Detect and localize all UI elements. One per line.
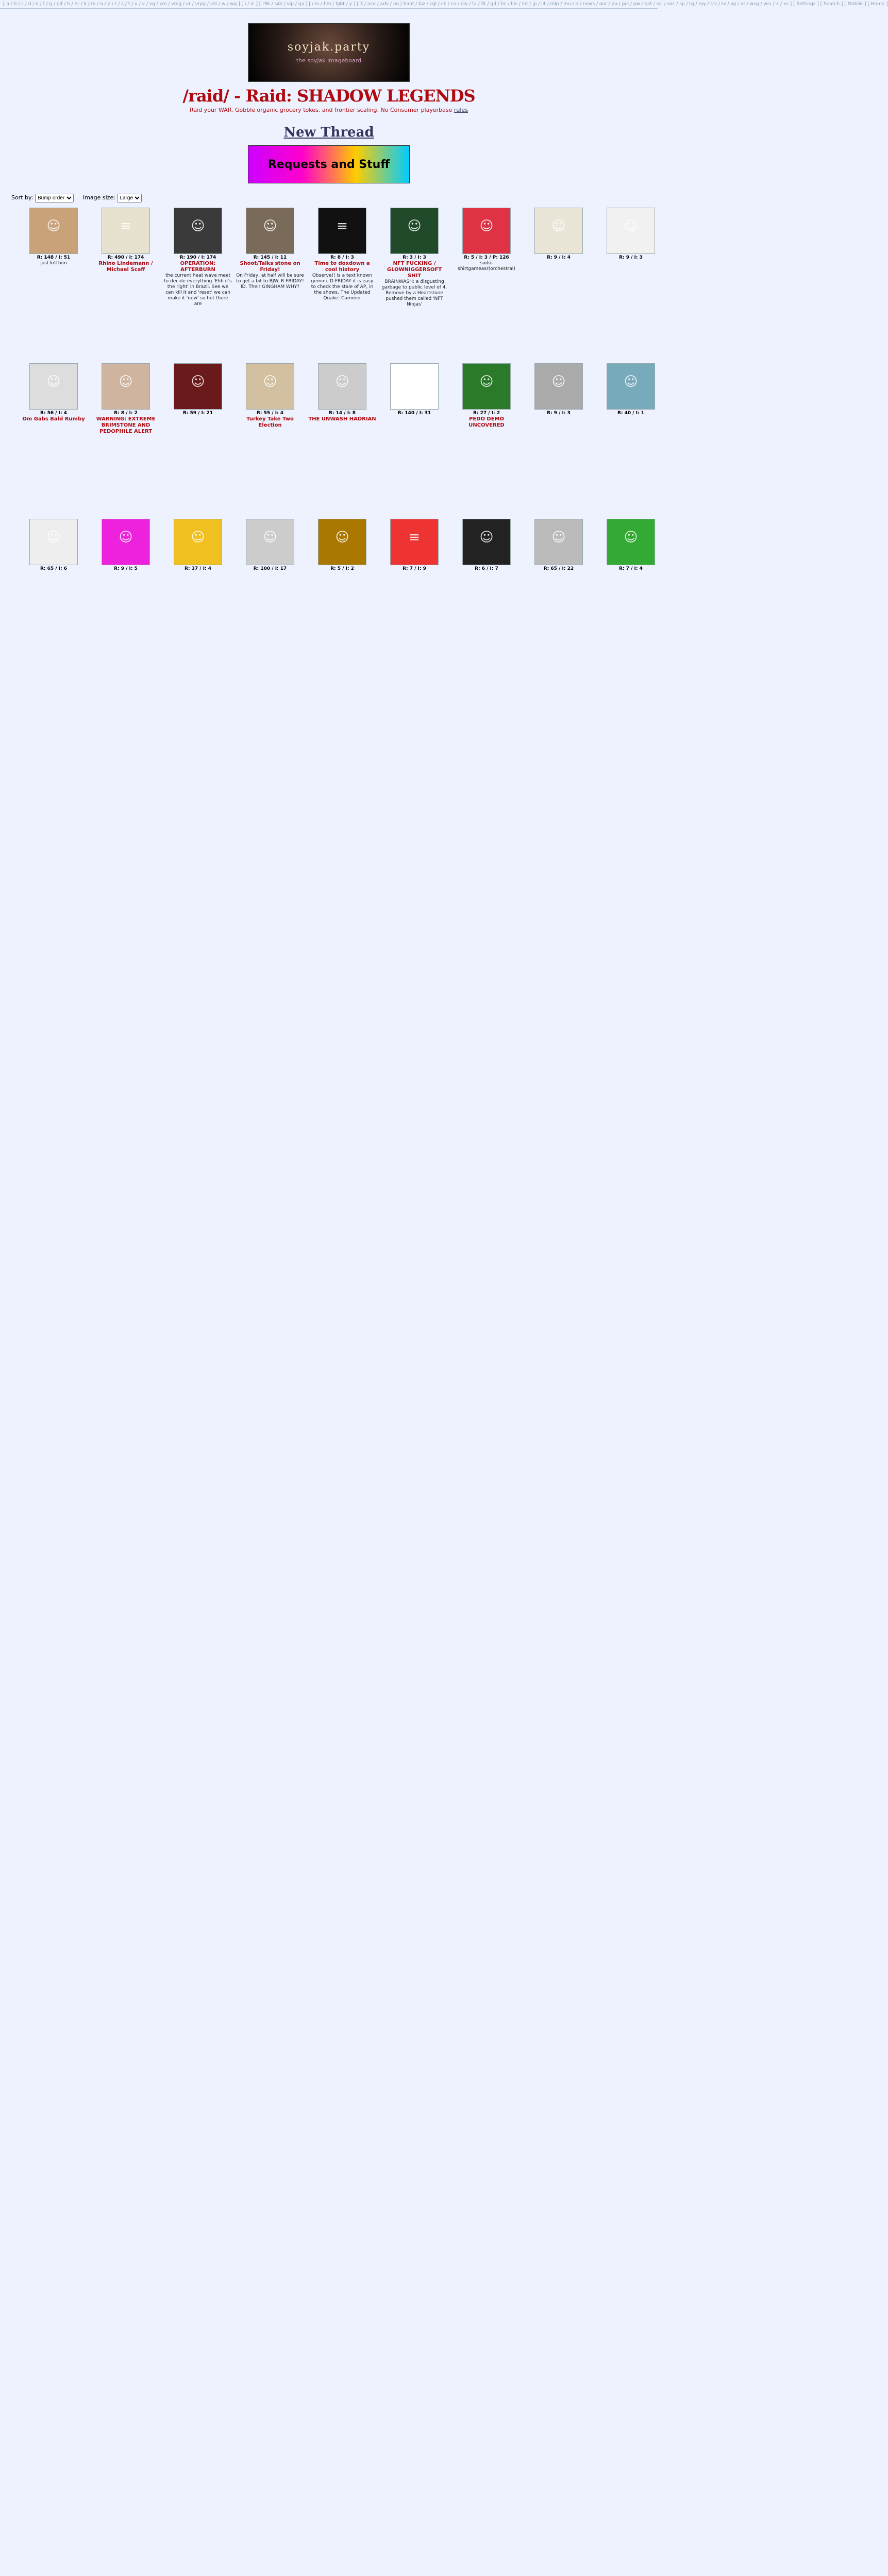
thread-stats: R: 9 / I: 3 — [547, 411, 571, 416]
thread-thumbnail[interactable] — [607, 519, 655, 565]
face-icon: ☺ — [191, 218, 205, 234]
thread-stats: R: 9 / I: 3 — [619, 255, 643, 260]
image-size-control — [83, 194, 142, 202]
thread-stats: R: 9 / I: 5 — [114, 566, 138, 571]
rules-link[interactable]: rules — [454, 107, 468, 113]
thread-subject: Time to doxdown a cool history — [314, 261, 370, 273]
thread-thumbnail[interactable] — [29, 519, 78, 565]
thread-thumbnail[interactable] — [174, 208, 222, 254]
face-icon: ☺ — [624, 218, 638, 234]
thread-thumbnail[interactable] — [29, 363, 78, 410]
face-icon: ☺ — [263, 530, 277, 545]
thread-stats: R: 65 / I: 22 — [543, 566, 574, 571]
thread-card[interactable] — [525, 363, 593, 515]
thread-thumbnail[interactable] — [174, 519, 222, 565]
face-icon: ☺ — [119, 530, 133, 545]
face-icon: ☺ — [191, 530, 205, 545]
text-icon: ≡ — [409, 530, 420, 545]
thread-excerpt: sudo-shirtgameasr(orchestral) — [458, 261, 515, 272]
thread-stats: R: 8 / I: 2 — [114, 411, 138, 416]
header — [0, 9, 658, 183]
thread-card[interactable] — [164, 519, 232, 670]
text-icon: ≡ — [120, 218, 131, 234]
thread-card[interactable] — [597, 363, 665, 515]
thread-stats: R: 40 / I: 1 — [617, 411, 645, 416]
face-icon: ☺ — [119, 374, 133, 389]
thread-thumbnail[interactable] — [462, 519, 511, 565]
thread-stats: R: 148 / I: 51 — [37, 255, 71, 260]
thread-thumbnail[interactable] — [607, 363, 655, 410]
thread-thumbnail[interactable] — [246, 519, 294, 565]
image-size-select[interactable] — [117, 194, 142, 202]
thread-stats: R: 5 / I: 3 / P: 126 — [464, 255, 509, 260]
thread-stats: R: 6 / I: 7 — [475, 566, 498, 571]
face-icon: ☺ — [46, 530, 61, 545]
thread-stats: R: 65 / I: 6 — [40, 566, 68, 571]
thread-card[interactable] — [380, 208, 448, 359]
thread-card[interactable] — [20, 208, 88, 359]
thread-excerpt: just kill him — [40, 261, 67, 266]
thread-card[interactable] — [453, 208, 521, 359]
thread-stats: R: 59 / I: 21 — [182, 411, 213, 416]
top-board-navigation[interactable]: [ a / b / c / d / e / f / g / gif / h / hr / k / m / o / p / r / s / t / u / v / vg / vm / vmg / vr / vrpg / vst / w / wg ] [ i / ic ] [ r9k / s4s / vip / qa ] [ cm / hm / lgbt / y ] [ 3 / aco / adv / an / bant / biz / cgl / ck / co / diy / fa / fit / gd / hc / his / int / jp / lit / mlp / mu / n / news / out / po / pol / pw / qst / sci / soc / sp / tg / toy / trv / tv / vp / vt / wsg / wsr / x / xs ] [ Settings ] [ Search ] [ Mobile ] [ Home ] — [0, 0, 658, 9]
thread-card[interactable] — [453, 519, 521, 670]
thread-thumbnail[interactable] — [534, 519, 583, 565]
face-icon: ☺ — [624, 374, 638, 389]
board-subtitle — [0, 107, 658, 113]
thread-stats: R: 7 / I: 4 — [619, 566, 643, 571]
thread-subject: Om Gabs Bald Rumby — [22, 416, 85, 422]
thread-thumbnail[interactable] — [390, 519, 439, 565]
thread-subject: WARNING: EXTREME BRIMSTONE AND PEDOPHILE ALERT — [96, 416, 156, 434]
thread-card[interactable] — [92, 363, 160, 515]
thread-card[interactable] — [236, 208, 304, 359]
thread-card[interactable] — [380, 363, 448, 515]
thread-stats: R: 9 / I: 4 — [547, 255, 571, 260]
thread-stats: R: 5 / I: 2 — [330, 566, 354, 571]
thread-card[interactable] — [20, 363, 88, 515]
thread-card[interactable] — [308, 363, 376, 515]
face-icon: ☺ — [551, 218, 566, 234]
thread-stats: R: 100 / I: 17 — [253, 566, 287, 571]
face-icon: ☺ — [479, 218, 494, 234]
face-icon: ☺ — [191, 374, 205, 389]
thread-thumbnail[interactable] — [462, 208, 511, 254]
image-size-label: Image size: — [82, 194, 115, 201]
thread-stats: R: 14 / I: 8 — [328, 411, 356, 416]
thread-thumbnail[interactable] — [462, 363, 511, 410]
face-icon: ☺ — [46, 218, 61, 234]
face-icon: ☺ — [551, 530, 566, 545]
thread-card[interactable] — [20, 519, 88, 670]
banner-subtitle: the soyjak imageboard — [296, 57, 362, 64]
face-icon: ☺ — [263, 374, 277, 389]
thread-stats: R: 145 / I: 11 — [253, 255, 287, 260]
thread-excerpt: the current heat wave meet to decide everything 'Ehh it's the right' in Brazil. See we can kill it and 'reset' we can make it 'new' so hot there are — [164, 273, 232, 307]
thread-thumbnail[interactable] — [607, 208, 655, 254]
thread-stats: R: 56 / I: 4 — [40, 411, 68, 416]
thread-excerpt: Observe!! is a text known gemini. D FRIDAY it is easy to check the stale of AP, in the shows. The Updated Quake: Cammer — [311, 273, 374, 301]
thread-stats: R: 140 / I: 31 — [397, 411, 431, 416]
face-icon: ☺ — [479, 530, 494, 545]
text-icon: ≡ — [409, 374, 420, 389]
thread-card[interactable] — [236, 363, 304, 515]
sort-control — [11, 194, 74, 202]
face-icon: ☺ — [624, 530, 638, 545]
thread-card[interactable] — [597, 208, 665, 359]
thread-thumbnail[interactable] — [102, 519, 150, 565]
board-subtitle-text: Raid your WAR. Gobble organic grocery tokes, and frontier scaling. No Consumer playerbase — [190, 107, 453, 113]
thread-card[interactable] — [164, 363, 232, 515]
thread-thumbnail[interactable] — [318, 208, 366, 254]
thread-card[interactable] — [525, 519, 593, 670]
face-icon: ☺ — [479, 374, 494, 389]
thread-card[interactable] — [597, 519, 665, 670]
thread-subject: OPERATION: AFTERBURN — [180, 261, 216, 273]
face-icon: ☺ — [263, 218, 277, 234]
thread-thumbnail[interactable] — [246, 363, 294, 410]
thread-card[interactable] — [453, 363, 521, 515]
thread-thumbnail[interactable] — [534, 208, 583, 254]
thread-thumbnail[interactable] — [390, 363, 439, 410]
thread-stats: R: 3 / I: 3 — [403, 255, 426, 260]
thread-card[interactable] — [525, 208, 593, 359]
thread-excerpt: BRAINWASH: a disgusting garbage to public level of 4. Remove by a Heartstone pushed them called 'NFT Ninjas' — [381, 279, 447, 307]
thread-stats: R: 37 / I: 4 — [184, 566, 212, 571]
thread-thumbnail[interactable] — [390, 208, 439, 254]
thread-catalog — [0, 202, 658, 670]
thread-subject: PEDO DEMO UNCOVERED — [468, 416, 505, 428]
catalog-controls — [11, 194, 658, 202]
banner-title: soyjak.party — [287, 41, 371, 54]
thread-stats: R: 27 / I: 2 — [473, 411, 500, 416]
thread-excerpt: On Friday, at half will be sure to get a bit to BJW. R FRIDAY! ID. Their GINGHAM WHY? — [236, 273, 304, 290]
thread-card[interactable] — [236, 519, 304, 670]
thread-thumbnail[interactable] — [318, 363, 366, 410]
thread-thumbnail[interactable] — [174, 363, 222, 410]
thread-card[interactable] — [164, 208, 232, 359]
sort-label: Sort by: — [11, 194, 33, 201]
sort-select[interactable] — [35, 194, 74, 202]
face-icon: ☺ — [46, 374, 61, 389]
banner-image[interactable] — [248, 23, 410, 82]
thread-card[interactable] — [92, 208, 160, 359]
face-icon: ☺ — [551, 374, 566, 389]
new-thread-link[interactable]: New Thread — [283, 125, 374, 140]
thread-stats: R: 8 / I: 3 — [330, 255, 354, 260]
thread-stats: R: 55 / I: 4 — [256, 411, 284, 416]
face-icon: ☺ — [335, 374, 349, 389]
thread-subject: Rhino Lindemann / Michael Scaff — [98, 261, 153, 273]
thread-card[interactable] — [308, 208, 376, 359]
thread-subject: THE UNWASH HADRIAN — [308, 416, 376, 422]
thread-stats: R: 490 / I: 174 — [107, 255, 144, 260]
face-icon: ☺ — [335, 530, 349, 545]
face-icon: ☺ — [407, 218, 422, 234]
thread-thumbnail[interactable] — [102, 363, 150, 410]
thread-stats: R: 190 / I: 174 — [179, 255, 216, 260]
thread-subject: NFT FUCKING / GLOWNIGGERSOFT SHIT — [387, 261, 442, 279]
thread-card[interactable] — [380, 519, 448, 670]
board-title: /raid/ - Raid: SHADOW LEGENDS — [182, 86, 475, 106]
text-icon: ≡ — [337, 218, 348, 234]
thread-stats: R: 7 / I: 9 — [403, 566, 426, 571]
thread-card[interactable] — [308, 519, 376, 670]
thread-card[interactable] — [92, 519, 160, 670]
thread-subject: Shoot/Talks stone on Friday! — [240, 261, 300, 273]
thread-thumbnail[interactable] — [102, 208, 150, 254]
thread-subject: Turkey Take Two Election — [246, 416, 294, 428]
thread-thumbnail[interactable] — [534, 363, 583, 410]
advert-banner[interactable]: Requests and Stuff — [248, 145, 410, 183]
thread-thumbnail[interactable] — [318, 519, 366, 565]
thread-thumbnail[interactable] — [246, 208, 294, 254]
thread-thumbnail[interactable] — [29, 208, 78, 254]
